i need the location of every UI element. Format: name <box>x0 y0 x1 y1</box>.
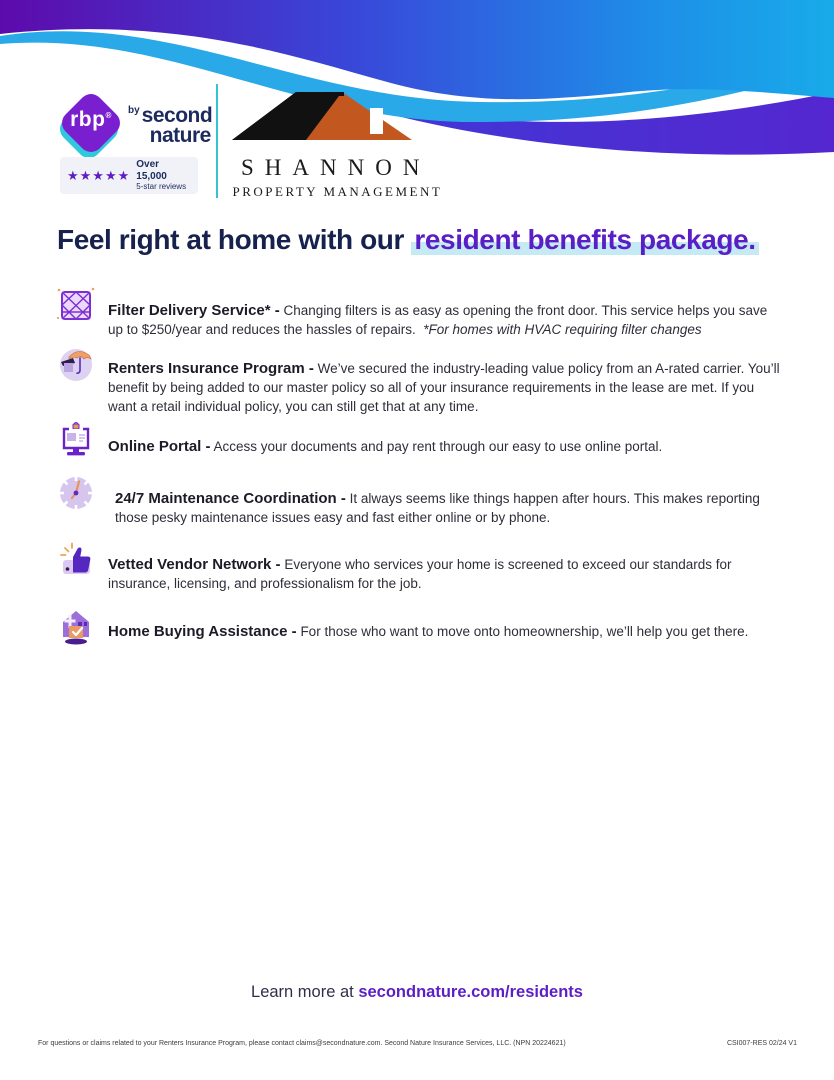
reviews-count: Over 15,000 <box>136 159 167 182</box>
benefit-body: It always seems like things happen after hours. This makes reporting those pesky maintenance issues easy and fast either online or by phone. <box>115 490 760 525</box>
rbp-reg-mark: ® <box>105 111 112 120</box>
rbp-logo-text: rbp® <box>70 108 112 131</box>
headline-prefix: Feel right at home with our <box>57 224 412 255</box>
company-logo <box>230 88 443 200</box>
benefit-text <box>108 555 784 593</box>
page-title <box>57 224 817 256</box>
umbrella-house-icon <box>56 343 96 383</box>
learn-more-prefix: Learn more at <box>251 983 359 1001</box>
reviews-badge <box>60 157 198 194</box>
benefit-body: Access your documents and pay rent through our easy to use online portal. <box>213 438 663 454</box>
header-wave-graphic <box>0 0 834 170</box>
benefit-body: Changing filters is as easy as opening the front door. This service helps you save up to $250/year and reduces the hassles of repairs. <box>108 302 768 337</box>
second-nature-name: second nature <box>141 104 213 147</box>
reviews-caption: 5-star reviews <box>136 182 187 192</box>
fine-print: For questions or claims related to your Renters Insurance Program, please contact claims@secondnature.com. Second Nature Insurance Services, LLC. (NPN 20224621) <box>38 1040 566 1047</box>
by-label: by <box>128 105 140 116</box>
thumbs-up-icon <box>56 539 96 579</box>
headline-highlight: resident benefits package. <box>411 224 758 255</box>
benefit-text <box>108 359 784 416</box>
benefit-title: Renters Insurance Program - <box>108 359 314 377</box>
benefit-body: We’ve secured the industry-leading value policy from an A-rated carrier. You’ll benefit by being added to our master policy so all of your insurance requirements in the lease are met. If you want a retail individual policy, you can still get that at any time. <box>108 360 780 414</box>
benefit-title: Vetted Vendor Network - <box>108 555 281 573</box>
rbp-logo <box>58 92 122 160</box>
company-subtitle: PROPERTY MANAGEMENT <box>232 184 443 199</box>
benefit-text <box>108 622 784 641</box>
benefit-text <box>108 301 784 339</box>
learn-more-line <box>0 983 834 1002</box>
five-star-icons: ★★★★★ <box>67 167 131 183</box>
benefit-title: 24/7 Maintenance Coordination - <box>115 489 346 507</box>
benefit-note: *For homes with HVAC requiring filter changes <box>423 321 702 337</box>
second-nature-wordmark <box>128 106 212 146</box>
filter-icon <box>56 285 96 325</box>
clock-icon <box>56 473 96 513</box>
logo-divider <box>216 84 218 198</box>
benefit-body: For those who want to move onto homeownership, we’ll help you get there. <box>300 623 749 639</box>
benefit-title: Home Buying Assistance - <box>108 622 297 640</box>
benefit-text <box>115 489 777 527</box>
online-portal-icon <box>56 421 96 461</box>
home-buying-icon <box>56 606 96 646</box>
company-name: SHANNON <box>241 155 431 180</box>
roof-icon <box>232 88 412 142</box>
benefit-text <box>108 437 784 456</box>
reviews-text <box>136 159 191 191</box>
learn-more-link[interactable]: secondnature.com/residents <box>358 983 583 1001</box>
document-code: CSI007-RES 02/24 V1 <box>726 1040 797 1047</box>
benefit-title: Filter Delivery Service* - <box>108 301 280 319</box>
benefit-title: Online Portal - <box>108 437 211 455</box>
benefit-body: Everyone who services your home is screened to exceed our standards for insurance, licensing, and professionalism for the job. <box>108 556 732 591</box>
